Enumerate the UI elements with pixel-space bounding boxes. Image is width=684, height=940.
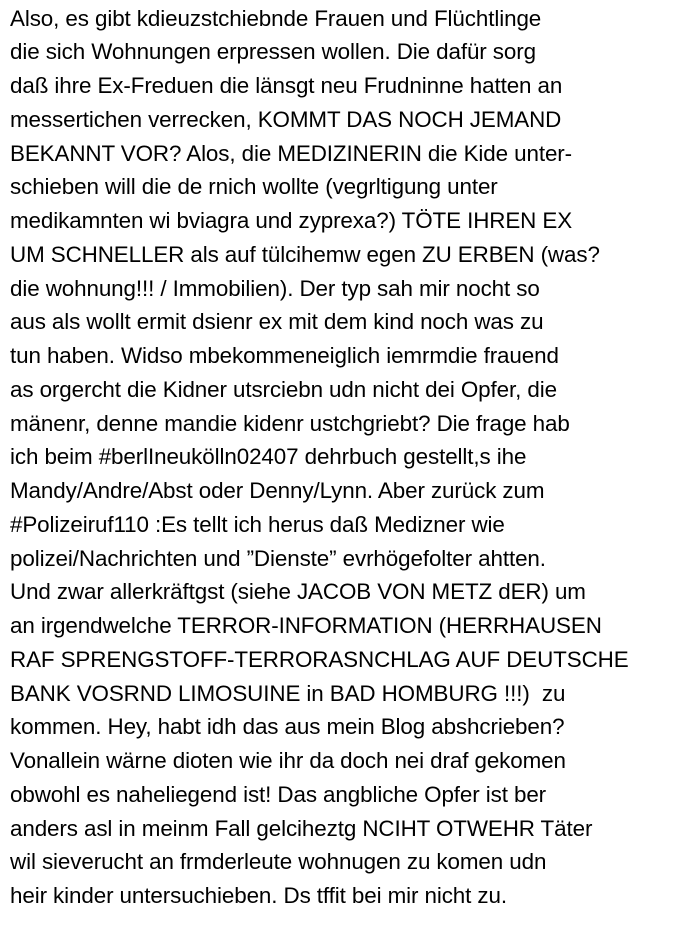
text-line: medikamnten wi bviagra und zyprexa?) TÖTE IHREN EX	[10, 208, 573, 233]
text-line: BEKANNT VOR? Alos, die MEDIZINERIN die Kide unter-	[10, 141, 573, 166]
text-line: Und zwar allerkräftgst (siehe JACOB VON METZ dER) um	[10, 579, 586, 604]
text-line: RAF SPRENGSTOFF-TERRORASNCHLAG AUF DEUTSCHE	[10, 647, 629, 672]
text-line: polizei/Nachrichten und ”Dienste” evrhögefolter ahtten.	[10, 546, 546, 571]
text-line: tun haben. Widso mbekommeneiglich iemrmdie frauend	[10, 343, 559, 368]
text-line: schieben will die de rnich wollte (vegrltigung unter	[10, 174, 498, 199]
text-line: messertichen verrecken, KOMMT DAS NOCH JEMAND	[10, 107, 562, 132]
text-line: heir kinder untersuchieben. Ds tffit bei mir nicht zu.	[10, 883, 507, 908]
text-line: aus als wollt ermit dsienr ex mit dem kind noch was zu	[10, 309, 544, 334]
text-line: BANK VOSRND LIMOSUINE in BAD HOMBURG !!!) zu	[10, 681, 566, 706]
text-line: Also, es gibt kdieuzstchiebnde Frauen und Flüchtlinge	[10, 6, 542, 31]
text-line: Vonallein wärne dioten wie ihr da doch nei draf gekomen	[10, 748, 566, 773]
text-line: wil sieverucht an frmderleute wohnugen zu komen udn	[10, 849, 547, 874]
text-line: an irgendwelche TERROR-INFORMATION (HERRHAUSEN	[10, 613, 602, 638]
text-line: die wohnung!!! / Immobilien). Der typ sah mir nocht so	[10, 276, 540, 301]
document-page	[10, 0, 682, 940]
text-line: #Polizeiruf110 :Es tellt ich herus daß Medizner wie	[10, 512, 505, 537]
text-line: die sich Wohnungen erpressen wollen. Die dafür sorg	[10, 39, 536, 64]
text-line: anders asl in meinm Fall gelciheztg NCIHT OTWEHR Täter	[10, 816, 593, 841]
text-line: kommen. Hey, habt idh das aus mein Blog abshcrieben?	[10, 714, 565, 739]
text-line: as orgercht die Kidner utsrciebn udn nicht dei Opfer, die	[10, 377, 557, 402]
text-line: daß ihre Ex-Freduen die länsgt neu Frudninne hatten an	[10, 73, 563, 98]
text-line: ich beim #berlIneukölln02407 dehrbuch gestellt,s ihe	[10, 444, 527, 469]
text-line: UM SCHNELLER als auf tülcihemw egen ZU ERBEN (was?	[10, 242, 600, 267]
text-line: Mandy/Andre/Abst oder Denny/Lynn. Aber zurück zum	[10, 478, 545, 503]
text-line: mänenr, denne mandie kidenr ustchgriebt? Die frage hab	[10, 411, 570, 436]
text-line: obwohl es naheliegend ist! Das angbliche Opfer ist ber	[10, 782, 547, 807]
